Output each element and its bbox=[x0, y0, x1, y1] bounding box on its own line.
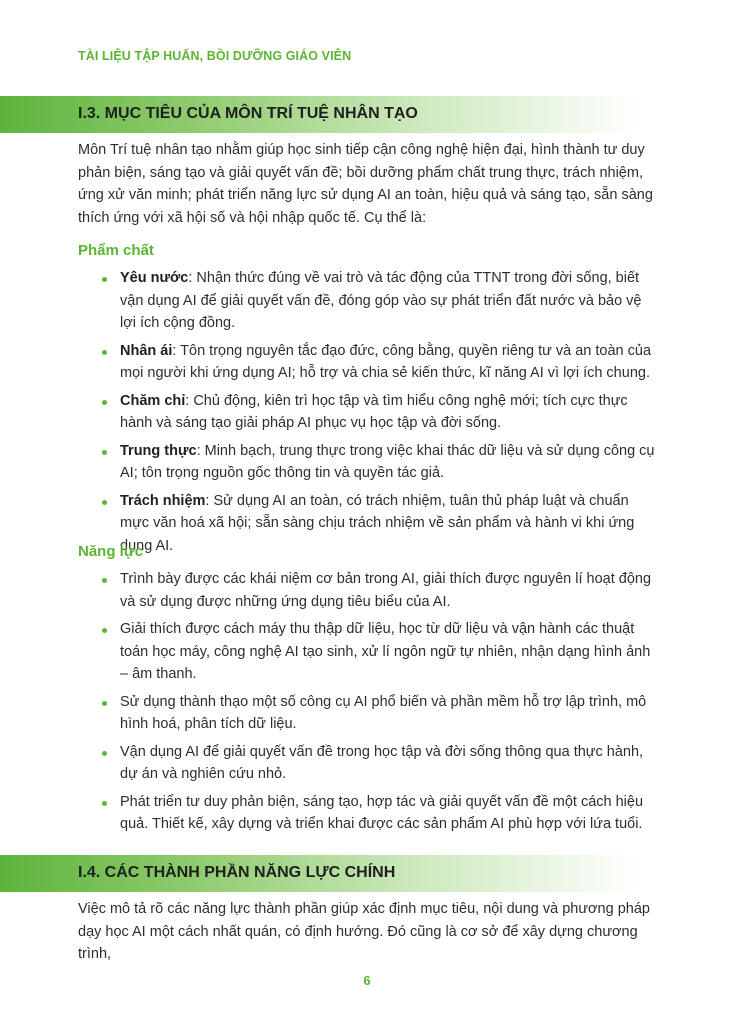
quality-text: : Sử dụng AI an toàn, có trách nhiệm, tuân thủ pháp luật và chuẩn mực văn hoá xã hội; sẵn sàng chịu trách nhiệm về sản phẩm và hành vi khi ứng dụng AI. bbox=[120, 492, 635, 554]
bullet-icon bbox=[102, 751, 107, 756]
quality-term: Yêu nước bbox=[120, 270, 189, 286]
quality-text: : Minh bạch, trung thực trong việc khai thác dữ liệu và sử dụng công cụ AI; tôn trọng nguồn gốc thông tin và quyền tác giả. bbox=[120, 442, 655, 481]
quality-text: : Nhận thức đúng về vai trò và tác động của TTNT trong đời sống, biết vận dụng AI để giải quyết vấn đề, đóng góp vào sự phát triển đất nước và bảo vệ lợi ích cộng đồng. bbox=[120, 270, 642, 331]
bullet-icon bbox=[102, 500, 107, 505]
section-title: I.4. CÁC THÀNH PHẦN NĂNG LỰC CHÍNH bbox=[78, 864, 396, 881]
bullet-icon bbox=[102, 350, 107, 355]
bullet-icon bbox=[102, 628, 107, 633]
competency-text: Giải thích được cách máy thu thập dữ liệu, học từ dữ liệu và vận hành các thuật toán học máy, công nghệ AI tạo sinh, xử lí ngôn ngữ tự nhiên, nhận dạng hình ảnh – âm thanh. bbox=[120, 621, 651, 682]
section-intro-paragraph: Việc mô tả rõ các năng lực thành phần giúp xác định mục tiêu, nội dung và phương pháp dạy học AI một cách nhất quán, có định hướng. Đó cũng là cơ sở để xây dựng chương trình, bbox=[78, 901, 650, 962]
bullet-icon bbox=[102, 578, 107, 583]
quality-term: Trung thực bbox=[120, 442, 197, 459]
list-item bbox=[0, 741, 660, 786]
section-title: I.3. MỤC TIÊU CỦA MÔN TRÍ TUỆ NHÂN TẠO bbox=[78, 105, 418, 122]
section-intro-paragraph: Môn Trí tuệ nhân tạo nhằm giúp học sinh tiếp cận công nghệ hiện đại, hình thành tư duy phản biện, sáng tạo và giải quyết vấn đề; bồi dưỡng phẩm chất trung thực, trách nhiệm, ứng xử văn minh; phát triển năng lực sử dụng AI an toàn, hiệu quả và sáng tạo, sẵn sàng thích ứng với xã hội số và hội nhập quốc tế. Cụ thể là: bbox=[78, 142, 653, 226]
bullet-icon bbox=[102, 701, 107, 706]
quality-term: Trách nhiệm bbox=[120, 492, 206, 509]
list-item bbox=[0, 568, 660, 613]
qualities-list bbox=[0, 267, 660, 562]
section-heading-bar bbox=[0, 855, 640, 892]
competency-text: Vận dụng AI để giải quyết vấn đề trong học tập và đời sống thông qua thực hành, dự án và nghiên cứu nhỏ. bbox=[120, 743, 644, 782]
competencies-list bbox=[0, 568, 660, 841]
list-item bbox=[0, 618, 660, 686]
competencies-heading: Năng lực bbox=[78, 543, 144, 560]
list-item bbox=[0, 267, 660, 335]
bullet-icon bbox=[102, 450, 107, 455]
running-header: TÀI LIỆU TẬP HUẤN, BỒI DƯỠNG GIÁO VIÊN bbox=[78, 49, 352, 63]
list-item bbox=[0, 340, 660, 385]
section-heading-bar bbox=[0, 96, 640, 133]
qualities-heading: Phẩm chất bbox=[78, 242, 154, 259]
bullet-icon bbox=[102, 277, 107, 282]
page-number: 6 bbox=[363, 973, 371, 988]
bullet-icon bbox=[102, 400, 107, 405]
list-item bbox=[0, 791, 660, 836]
quality-text: : Tôn trọng nguyên tắc đạo đức, công bằng, quyền riêng tư và an toàn của mọi người khi ứng dụng AI; hỗ trợ và chia sẻ kiến thức, kĩ năng AI vì lợi ích chung. bbox=[120, 342, 652, 381]
quality-term: Nhân ái bbox=[120, 342, 173, 359]
bullet-icon bbox=[102, 801, 107, 806]
quality-text: : Chủ động, kiên trì học tập và tìm hiểu công nghệ mới; tích cực thực hành và sáng tạo giải pháp AI phục vụ học tập và đời sống. bbox=[120, 392, 628, 431]
competency-text: Trình bày được các khái niệm cơ bản trong AI, giải thích được nguyên lí hoạt động và sử dụng được những ứng dụng tiêu biểu của AI. bbox=[120, 571, 652, 610]
quality-term: Chăm chỉ bbox=[120, 392, 186, 409]
list-item bbox=[0, 691, 660, 736]
list-item bbox=[0, 390, 660, 435]
list-item bbox=[0, 440, 660, 485]
competency-text: Phát triển tư duy phản biện, sáng tạo, hợp tác và giải quyết vấn đề một cách hiệu quả. Thiết kế, xây dựng và triển khai được các sản phẩm AI phù hợp với lứa tuổi. bbox=[120, 793, 644, 832]
competency-text: Sử dụng thành thạo một số công cụ AI phổ biến và phần mềm hỗ trợ lập trình, mô hình hoá, phân tích dữ liệu. bbox=[120, 693, 647, 732]
